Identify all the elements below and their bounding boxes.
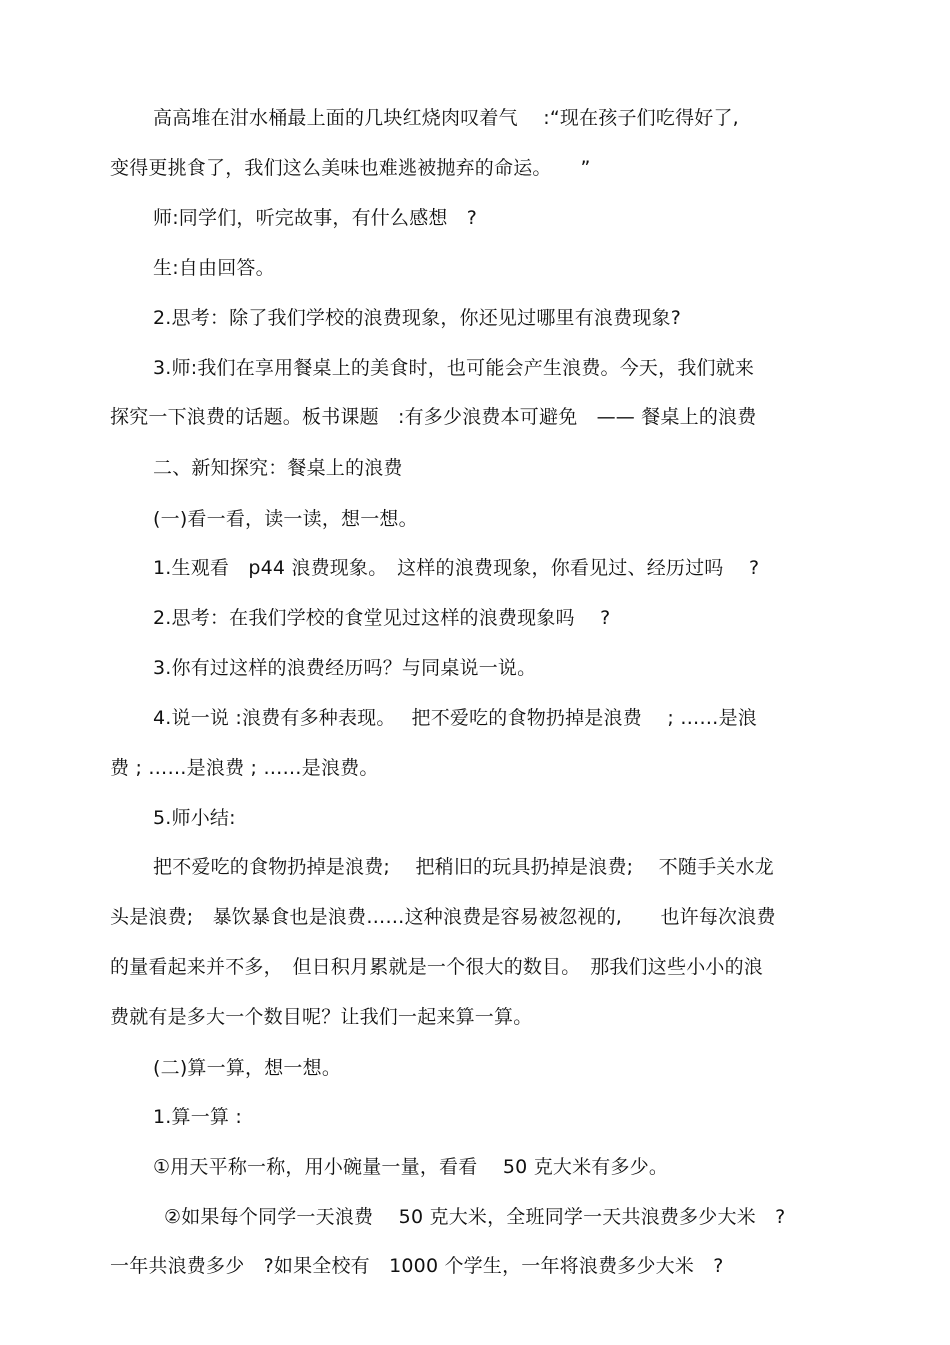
text-line: 1.生观看 p44 浪费现象。 这样的浪费现象，你看见过、经历过吗 ?: [153, 557, 760, 579]
text-line: ②如果每个同学一天浪费 50 克大米，全班同学一天共浪费多少大米 ?: [164, 1206, 786, 1228]
text-line: 变得更挑食了，我们这么美味也难逃被抛弃的命运。 ”: [110, 157, 591, 179]
text-line: 探究一下浪费的话题。板书课题 :有多少浪费本可避免 —— 餐桌上的浪费: [110, 406, 757, 428]
text-line: 3.你有过这样的浪费经历吗？与同桌说一说。: [153, 657, 537, 679]
subsection-heading: (一)看一看，读一读，想一想。: [153, 508, 418, 530]
text-line: 费就有是多大一个数目呢？让我们一起来算一算。: [110, 1006, 533, 1028]
text-line: ①用天平称一称，用小碗量一量，看看 50 克大米有多少。: [153, 1156, 669, 1178]
text-line: 5.师小结:: [153, 807, 236, 829]
text-line: 师:同学们，听完故事，有什么感想 ?: [153, 207, 478, 229]
text-line: 生:自由回答。: [153, 257, 275, 279]
text-line: 高高堆在泔水桶最上面的几块红烧肉叹着气 :“现在孩子们吃得好了,: [153, 107, 739, 129]
text-line: 头是浪费; 暴饮暴食也是浪费……这种浪费是容易被忽视的, 也许每次浪费: [110, 906, 776, 928]
text-line: 2.思考：除了我们学校的浪费现象，你还见过哪里有浪费现象?: [153, 307, 682, 329]
text-line: 4.说一说 :浪费有多种表现。 把不爱吃的食物扔掉是浪费 ; ……是浪: [153, 707, 757, 729]
text-line: 的量看起来并不多， 但日积月累就是一个很大的数目。 那我们这些小小的浪: [110, 956, 764, 978]
text-line: 费 ; ……是浪费 ; ……是浪费。: [110, 757, 379, 779]
text-line: 2.思考：在我们学校的食堂见过这样的浪费现象吗 ?: [153, 607, 611, 629]
text-line: 1.算一算 :: [153, 1106, 242, 1128]
text-line: 把不爱吃的食物扔掉是浪费; 把稍旧的玩具扔掉是浪费; 不随手关水龙: [153, 856, 774, 878]
section-heading: 二、新知探究：餐桌上的浪费: [153, 457, 403, 479]
text-line: 3.师:我们在享用餐桌上的美食时，也可能会产生浪费。今天，我们就来: [153, 357, 755, 379]
text-line: 一年共浪费多少 ?如果全校有 1000 个学生，一年将浪费多少大米 ?: [110, 1255, 724, 1277]
subsection-heading: (二)算一算，想一想。: [153, 1057, 342, 1079]
